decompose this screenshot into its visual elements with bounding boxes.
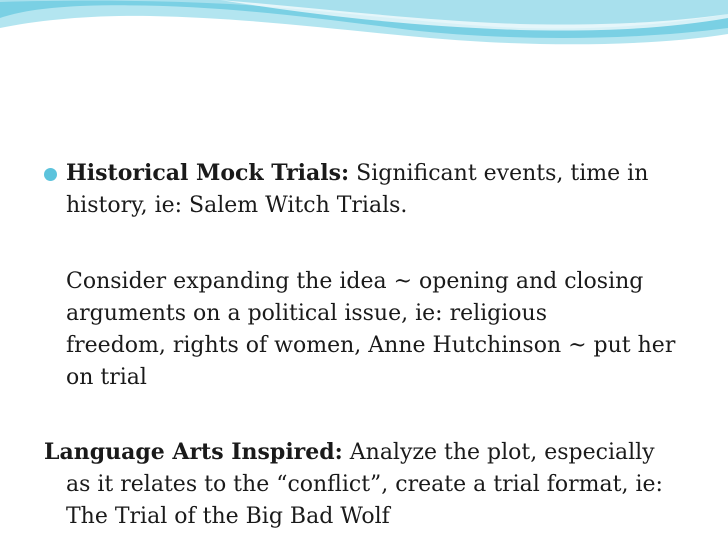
paragraph-2-line-1: Consider expanding the idea ~ opening and closing xyxy=(66,269,644,294)
paragraph-3 xyxy=(44,436,694,533)
paragraph-3-heading: Language Arts Inspired: xyxy=(44,439,343,465)
paragraph-2-line-4: on trial xyxy=(66,365,147,390)
bullet-line-2: history, ie: Salem Witch Trials. xyxy=(66,193,408,218)
paragraph-2-line-2: arguments on a political issue, ie: religious xyxy=(66,301,548,326)
bullet-line-1: Significant events, time in xyxy=(349,161,649,186)
paragraph-3-line-3: The Trial of the Big Bad Wolf xyxy=(66,504,390,529)
paragraph-2-line-3: freedom, rights of women, Anne Hutchinson ~ put her xyxy=(66,333,676,358)
paragraph-3-line-2: as it relates to the “conflict”, create a trial format, ie: xyxy=(66,472,663,497)
bullet-text xyxy=(66,157,686,222)
paragraph-3-line-1: Analyze the plot, especially xyxy=(342,440,655,465)
bullet-heading: Historical Mock Trials: xyxy=(66,160,350,186)
bullet-dot-icon xyxy=(44,168,57,181)
paragraph-2 xyxy=(66,266,696,394)
